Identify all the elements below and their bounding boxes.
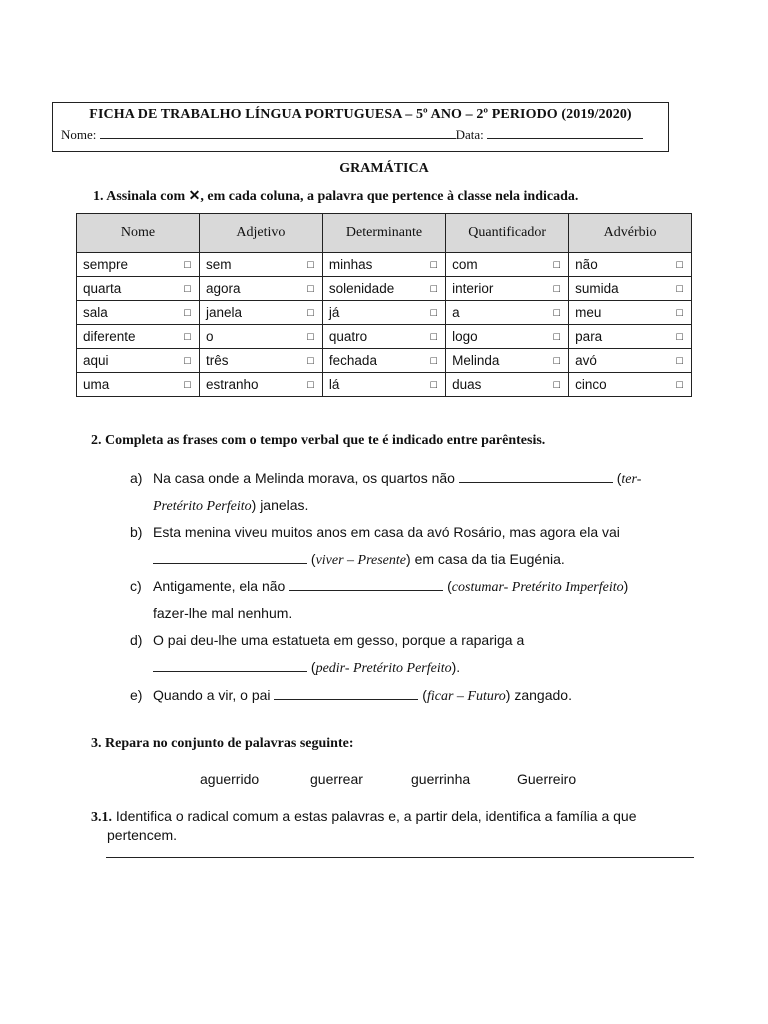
checkbox[interactable]: □ [307,282,314,295]
col-header-quantificador: Quantificador [446,214,569,253]
word-option: logo [452,329,478,344]
table-cell [199,301,322,325]
checkbox[interactable]: □ [430,282,438,295]
word-option: sumida [575,281,619,296]
item-label: c) [130,578,142,594]
word-option: agora [205,281,241,296]
word-option: uma [83,377,110,392]
word-aguerrido: aguerrido [200,771,260,787]
word-option: a [452,305,460,320]
table-cell [322,301,445,325]
word-option: o [205,329,214,344]
item-text: . [456,659,461,675]
table-cell [569,325,692,349]
word-option: solenidade [328,281,395,296]
word-option: três [205,353,229,368]
table-row [77,301,692,325]
checkbox[interactable]: □ [676,354,683,367]
item-label: 3.1. [91,810,112,825]
table-cell [322,373,445,397]
q2-item-c: c) Antigamente, ela não (costumar- Pretérito Imperfeito) [130,578,629,595]
checkbox[interactable]: □ [676,306,683,319]
q31 [91,808,637,826]
item-text: Quando a vir, o pai [153,687,271,703]
checkbox[interactable]: □ [430,330,438,343]
verb-hint: ter- [621,472,642,487]
q31-line2: pertencem. [107,827,178,843]
answer-blank-b[interactable] [153,551,307,564]
q2-item-d [130,632,525,648]
checkbox[interactable]: □ [676,330,683,343]
word-option: quatro [328,329,368,344]
table-cell [77,373,200,397]
checkbox[interactable]: □ [676,282,683,295]
table-cell [569,253,692,277]
item-label: d) [130,632,143,648]
q2-title: 2. Completa as frases com o tempo verbal que te é indicado entre parêntesis. [91,433,546,448]
q1-title: 1. Assinala com ✕, em cada coluna, a palavra que pertence à classe nela indicada. [93,189,579,204]
checkbox[interactable]: □ [184,378,191,391]
table-cell [569,373,692,397]
item-label: a) [130,470,143,486]
word-option: não [575,257,598,272]
answer-blank-a[interactable] [459,470,613,483]
checkbox[interactable]: □ [307,378,314,391]
col-header-nome: Nome [77,214,200,253]
word-class-table [76,213,692,397]
table-cell [199,253,322,277]
word-option: duas [452,377,482,392]
table-cell [77,349,200,373]
table-cell [446,325,569,349]
checkbox[interactable]: □ [553,378,561,391]
checkbox[interactable]: □ [430,306,438,319]
table-row [77,253,692,277]
item-text: Antigamente, ela não [153,578,286,594]
answer-blank-d[interactable] [153,659,307,672]
nome-field[interactable] [100,128,456,139]
checkbox[interactable]: □ [553,354,561,367]
q2-item-e: e) Quando a vir, o pai (ficar – Futuro) zangado. [130,687,572,704]
item-text: Identifica o radical comum a estas palavras e, a partir dela, identifica a família a que [115,808,637,824]
q3-title: 3. Repara no conjunto de palavras seguinte: [91,736,354,751]
word-option: meu [575,305,602,320]
table-cell [446,277,569,301]
table-cell [322,349,445,373]
data-field[interactable] [487,128,643,139]
table-row [77,277,692,301]
verb-hint: viver – Presente [315,553,407,568]
word-option: diferente [83,329,136,344]
word-option: aqui [83,353,109,368]
word-option: com [452,257,478,272]
word-option: minhas [328,257,373,272]
word-option: interior [452,281,494,296]
word-option: Melinda [452,353,500,368]
checkbox[interactable]: □ [553,282,561,295]
header-box [52,102,669,152]
word-option: avó [575,353,597,368]
table-cell [569,277,692,301]
word-option: cinco [575,377,607,392]
checkbox[interactable]: □ [184,354,191,367]
data-label: Data: [455,127,484,142]
word-option: já [328,305,340,320]
checkbox[interactable]: □ [430,258,438,271]
word-option: para [575,329,603,344]
col-header-adverbio: Advérbio [569,214,692,253]
checkbox[interactable]: □ [676,258,683,271]
q2-item-d-line2: (pedir- Pretérito Perfeito). [153,659,460,677]
table-cell [199,277,322,301]
table-cell [77,325,200,349]
word-option: sempre [83,257,129,272]
checkbox[interactable]: □ [184,330,191,343]
item-text: zangado. [514,687,572,703]
checkbox[interactable]: □ [430,378,438,391]
checkbox[interactable]: □ [307,354,314,367]
table-cell [199,325,322,349]
col-header-adjetivo: Adjetivo [199,214,322,253]
word-option: estranho [205,377,259,392]
checkbox[interactable]: □ [307,330,314,343]
checkbox[interactable]: □ [430,354,438,367]
table-cell [199,349,322,373]
tense-hint: Pretérito Perfeito [153,499,252,514]
q2-item-c-line2: fazer-lhe mal nenhum. [153,605,293,621]
nome-label: Nome: [61,127,97,142]
table-cell [446,349,569,373]
table-row [77,373,692,397]
table-cell [199,373,322,397]
item-text: Na casa onde a Melinda morava, os quartos não [153,470,455,486]
q2-item-b [130,524,620,540]
checkbox[interactable]: □ [553,330,561,343]
table-cell [322,277,445,301]
table-cell [77,301,200,325]
answer-blank-e[interactable] [274,687,418,700]
item-label: b) [130,524,143,540]
item-label: e) [130,687,143,703]
word-guerreiro: Guerreiro [517,771,577,787]
q2-item-a-line2: Pretérito Perfeito) janelas. [153,497,309,514]
checkbox[interactable]: □ [307,306,314,319]
word-guerrear: guerrear [310,771,363,787]
table-cell [569,301,692,325]
checkbox[interactable]: □ [184,258,191,271]
answer-line-q31[interactable] [106,857,694,858]
checkbox[interactable]: □ [553,306,561,319]
q2-item-a: a) Na casa onde a Melinda morava, os quartos não (ter- [130,470,642,487]
table-cell [322,253,445,277]
verb-hint: ficar – Futuro [426,689,506,704]
word-guerrinha: guerrinha [411,771,471,787]
word-option: lá [328,377,340,392]
word-option: janela [205,305,242,320]
table-cell [322,325,445,349]
checkbox[interactable]: □ [553,258,561,271]
col-header-determinante: Determinante [322,214,445,253]
worksheet-title: FICHA DE TRABALHO LÍNGUA PORTUGUESA – 5º ANO – 2º PERIODO (2019/2020) [89,107,632,122]
checkbox[interactable]: □ [184,282,191,295]
section-title: GRAMÁTICA [339,161,429,176]
item-text: em casa da tia Eugénia. [414,551,565,567]
verb-hint: costumar- Pretérito Imperfeito [451,580,624,595]
table-cell [77,253,200,277]
word-option: sala [83,305,108,320]
item-text: janelas. [260,497,309,513]
table-cell [446,373,569,397]
checkbox[interactable]: □ [184,306,191,319]
table-cell [446,253,569,277]
table-cell [446,301,569,325]
word-option: fechada [328,353,377,368]
item-text: Esta menina viveu muitos anos em casa da avó Rosário, mas agora ela vai [153,524,620,540]
verb-hint: pedir- Pretérito Perfeito [315,661,452,676]
word-option: sem [205,257,232,272]
q2-item-b-line2: (viver – Presente) em casa da tia Eugénia. [153,551,565,569]
table-row [77,325,692,349]
table-cell [77,277,200,301]
name-date-line [61,127,660,143]
word-option: quarta [83,281,122,296]
checkbox[interactable]: □ [676,378,683,391]
answer-blank-c[interactable] [289,578,443,591]
table-row [77,349,692,373]
item-text: O pai deu-lhe uma estatueta em gesso, porque a rapariga a [153,632,525,648]
table-cell [569,349,692,373]
checkbox[interactable]: □ [307,258,314,271]
